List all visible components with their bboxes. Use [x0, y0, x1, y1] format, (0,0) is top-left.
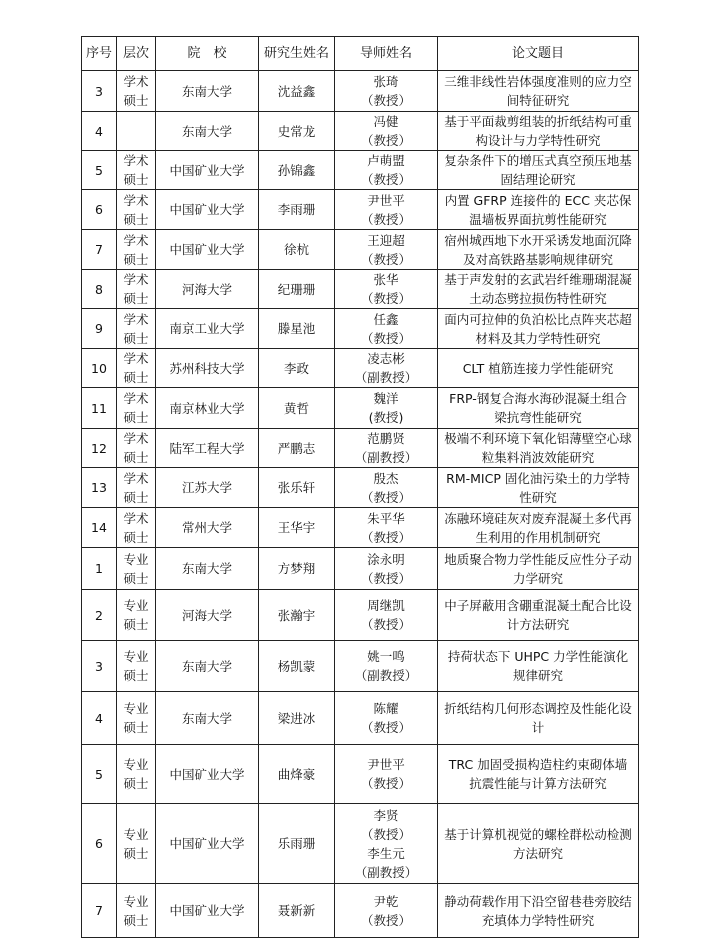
- row-number: 7: [82, 884, 117, 938]
- table-row: [82, 548, 639, 590]
- table-row: [82, 151, 639, 190]
- school-name: 中国矿业大学: [156, 230, 259, 270]
- advisor-name: 卢萌盟 （教授）: [335, 151, 438, 190]
- row-number: 11: [82, 388, 117, 429]
- school-name: 南京工业大学: [156, 309, 259, 349]
- advisor-name: 尹世平 （教授）: [335, 745, 438, 804]
- degree-level: 学术 硕士: [117, 429, 156, 468]
- student-name: 张乐轩: [259, 468, 335, 508]
- student-name: 滕星池: [259, 309, 335, 349]
- school-name: 中国矿业大学: [156, 884, 259, 938]
- degree-level: 专业 硕士: [117, 745, 156, 804]
- school-name: 常州大学: [156, 508, 259, 548]
- advisor-name: 尹世平 （教授）: [335, 190, 438, 230]
- header-level: 层次: [117, 37, 156, 71]
- thesis-title: 宿州城西地下水开采诱发地面沉降及对高铁路基影响规律研究: [438, 230, 639, 270]
- thesis-table: [81, 36, 639, 938]
- row-number: 5: [82, 745, 117, 804]
- school-name: 中国矿业大学: [156, 804, 259, 884]
- thesis-title: TRC 加固受损构造柱约束砌体墙抗震性能与计算方法研究: [438, 745, 639, 804]
- school-name: 东南大学: [156, 71, 259, 112]
- thesis-title: FRP-钢复合海水海砂混凝土组合梁抗弯性能研究: [438, 388, 639, 429]
- degree-level: 学术 硕士: [117, 349, 156, 388]
- thesis-title: 复杂条件下的增压式真空预压地基固结理论研究: [438, 151, 639, 190]
- header-row: [82, 37, 639, 71]
- row-number: 9: [82, 309, 117, 349]
- row-number: 7: [82, 230, 117, 270]
- advisor-name: 范鹏贤 （副教授）: [335, 429, 438, 468]
- student-name: 乐雨珊: [259, 804, 335, 884]
- row-number: 3: [82, 71, 117, 112]
- student-name: 曲烽豪: [259, 745, 335, 804]
- degree-level: 专业 硕士: [117, 590, 156, 641]
- degree-level: 学术 硕士: [117, 230, 156, 270]
- advisor-name: 任鑫 （教授）: [335, 309, 438, 349]
- degree-level: 专业 硕士: [117, 884, 156, 938]
- advisor-name: 陈耀 （教授）: [335, 692, 438, 745]
- student-name: 徐杭: [259, 230, 335, 270]
- row-number: 5: [82, 151, 117, 190]
- student-name: 杨凯蒙: [259, 641, 335, 692]
- student-name: 王华宇: [259, 508, 335, 548]
- header-advisor: 导师姓名: [335, 37, 438, 71]
- student-name: 纪珊珊: [259, 270, 335, 309]
- row-number: 4: [82, 112, 117, 151]
- school-name: 东南大学: [156, 641, 259, 692]
- thesis-title: 中子屏蔽用含硼重混凝土配合比设计方法研究: [438, 590, 639, 641]
- school-name: 中国矿业大学: [156, 151, 259, 190]
- thesis-title: 折纸结构几何形态调控及性能化设计: [438, 692, 639, 745]
- advisor-name: 凌志彬 （副教授）: [335, 349, 438, 388]
- table-row: [82, 590, 639, 641]
- thesis-title: 持荷状态下 UHPC 力学性能演化规律研究: [438, 641, 639, 692]
- degree-level: 学术 硕士: [117, 388, 156, 429]
- row-number: 1: [82, 548, 117, 590]
- school-name: 河海大学: [156, 270, 259, 309]
- row-number: 13: [82, 468, 117, 508]
- school-name: 南京林业大学: [156, 388, 259, 429]
- school-name: 苏州科技大学: [156, 349, 259, 388]
- table-row: [82, 388, 639, 429]
- table-row: [82, 429, 639, 468]
- header-school: 院 校: [156, 37, 259, 71]
- table-row: [82, 468, 639, 508]
- thesis-title: 冻融环境硅灰对废弃混凝土多代再生利用的作用机制研究: [438, 508, 639, 548]
- degree-level: 学术 硕士: [117, 508, 156, 548]
- table-row: [82, 641, 639, 692]
- thesis-title: RM-MICP 固化油污染土的力学特性研究: [438, 468, 639, 508]
- table-row: [82, 349, 639, 388]
- advisor-name: 王迎超 （教授）: [335, 230, 438, 270]
- thesis-title: 三维非线性岩体强度准则的应力空间特征研究: [438, 71, 639, 112]
- degree-level: 专业 硕士: [117, 692, 156, 745]
- row-number: 4: [82, 692, 117, 745]
- school-name: 中国矿业大学: [156, 745, 259, 804]
- row-number: 6: [82, 190, 117, 230]
- student-name: 方梦翔: [259, 548, 335, 590]
- school-name: 东南大学: [156, 692, 259, 745]
- advisor-name: 张琦 （教授）: [335, 71, 438, 112]
- table-row: [82, 190, 639, 230]
- thesis-title: 地质聚合物力学性能反应性分子动力学研究: [438, 548, 639, 590]
- row-number: 2: [82, 590, 117, 641]
- thesis-title: 面内可拉伸的负泊松比点阵夹芯超材料及其力学特性研究: [438, 309, 639, 349]
- advisor-name: 姚一鸣 （副教授）: [335, 641, 438, 692]
- school-name: 中国矿业大学: [156, 190, 259, 230]
- table-row: [82, 692, 639, 745]
- row-number: 6: [82, 804, 117, 884]
- school-name: 河海大学: [156, 590, 259, 641]
- student-name: 李雨珊: [259, 190, 335, 230]
- table-row: [82, 804, 639, 884]
- student-name: 孙锦鑫: [259, 151, 335, 190]
- table-row: [82, 884, 639, 938]
- thesis-title: 内置 GFRP 连接件的 ECC 夹芯保温墙板界面抗剪性能研究: [438, 190, 639, 230]
- table-row: [82, 112, 639, 151]
- thesis-title: 基于声发射的玄武岩纤维珊瑚混凝土动态劈拉损伤特性研究: [438, 270, 639, 309]
- header-student: 研究生姓名: [259, 37, 335, 71]
- student-name: 沈益鑫: [259, 71, 335, 112]
- advisor-name: 尹乾 （教授）: [335, 884, 438, 938]
- table-row: [82, 508, 639, 548]
- thesis-title: CLT 植筋连接力学性能研究: [438, 349, 639, 388]
- student-name: 史常龙: [259, 112, 335, 151]
- table-row: [82, 270, 639, 309]
- degree-level: 学术 硕士: [117, 71, 156, 112]
- header-title: 论文题目: [438, 37, 639, 71]
- degree-level: 学术 硕士: [117, 468, 156, 508]
- degree-level: 学术 硕士: [117, 190, 156, 230]
- row-number: 3: [82, 641, 117, 692]
- advisor-name: 朱平华 （教授）: [335, 508, 438, 548]
- degree-level: [117, 112, 156, 151]
- degree-level: 专业 硕士: [117, 548, 156, 590]
- advisor-name: 李贤 （教授） 李生元 （副教授）: [335, 804, 438, 884]
- advisor-name: 殷杰 （教授）: [335, 468, 438, 508]
- school-name: 江苏大学: [156, 468, 259, 508]
- row-number: 10: [82, 349, 117, 388]
- row-number: 14: [82, 508, 117, 548]
- school-name: 东南大学: [156, 548, 259, 590]
- thesis-title: 基于计算机视觉的螺栓群松动检测方法研究: [438, 804, 639, 884]
- advisor-name: 冯健 （教授）: [335, 112, 438, 151]
- degree-level: 学术 硕士: [117, 151, 156, 190]
- header-no: 序号: [82, 37, 117, 71]
- student-name: 张瀚宇: [259, 590, 335, 641]
- table-row: [82, 309, 639, 349]
- row-number: 8: [82, 270, 117, 309]
- student-name: 李政: [259, 349, 335, 388]
- thesis-title: 极端不利环境下氧化铝薄壁空心球粒集料消波效能研究: [438, 429, 639, 468]
- table-row: [82, 745, 639, 804]
- degree-level: 学术 硕士: [117, 270, 156, 309]
- thesis-title: 静动荷载作用下沿空留巷巷旁胶结充填体力学特性研究: [438, 884, 639, 938]
- student-name: 黄哲: [259, 388, 335, 429]
- degree-level: 学术 硕士: [117, 309, 156, 349]
- student-name: 梁进冰: [259, 692, 335, 745]
- school-name: 东南大学: [156, 112, 259, 151]
- advisor-name: 魏洋 (教授): [335, 388, 438, 429]
- advisor-name: 涂永明 （教授）: [335, 548, 438, 590]
- row-number: 12: [82, 429, 117, 468]
- student-name: 聂新新: [259, 884, 335, 938]
- thesis-title: 基于平面裁剪组装的折纸结构可重构设计与力学特性研究: [438, 112, 639, 151]
- table-row: [82, 230, 639, 270]
- student-name: 严鹏志: [259, 429, 335, 468]
- advisor-name: 周继凯 （教授）: [335, 590, 438, 641]
- degree-level: 专业 硕士: [117, 641, 156, 692]
- degree-level: 专业 硕士: [117, 804, 156, 884]
- table-row: [82, 71, 639, 112]
- school-name: 陆军工程大学: [156, 429, 259, 468]
- advisor-name: 张华 （教授）: [335, 270, 438, 309]
